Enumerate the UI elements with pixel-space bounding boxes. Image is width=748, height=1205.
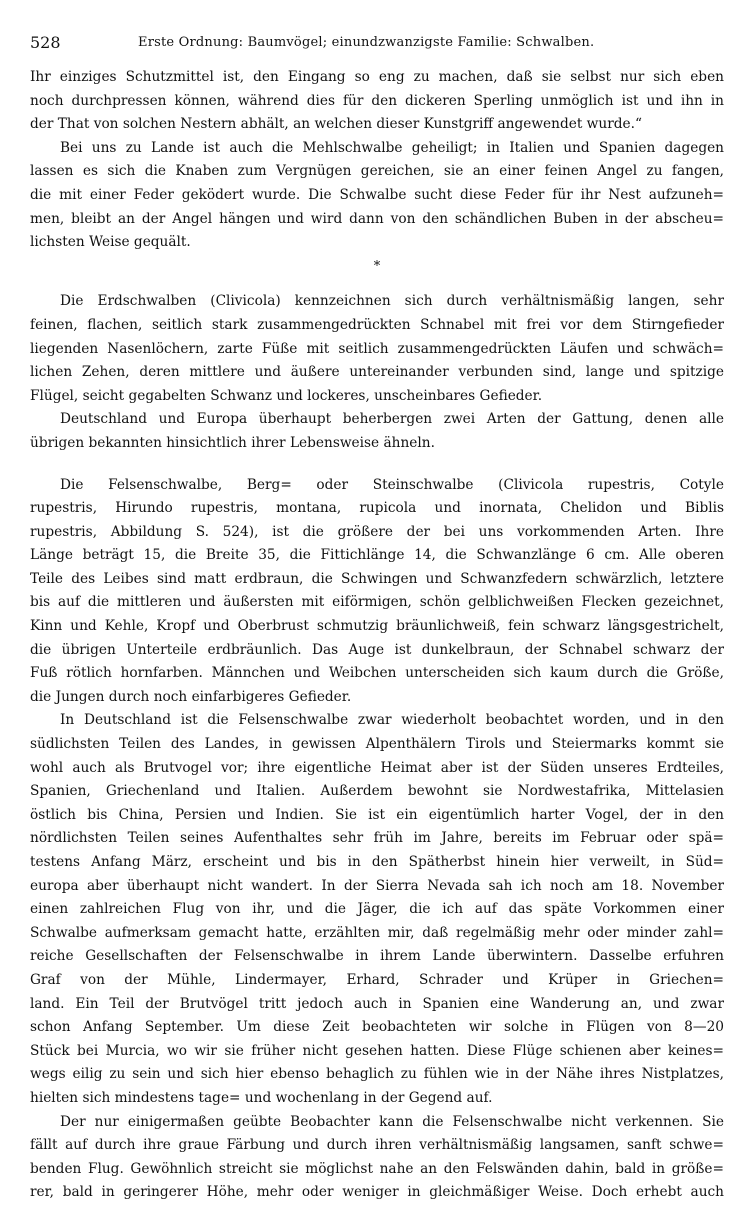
text-line: nördlichsten Teilen seines Aufenthaltes sehr früh im Jahre, bereits im Februar oder spä=: [30, 830, 724, 847]
text-line: Fuß rötlich hornfarben. Männchen und Weibchen unterscheiden sich kaum durch die Größe,: [30, 665, 724, 682]
text-line: Die Felsenschwalbe, Berg= oder Steinschwalbe (Clivicola rupestris, Cotyle: [60, 476, 724, 493]
paragraph-p3: [30, 290, 724, 408]
text-line: wegs eilig zu sein und sich hier ebenso behaglich zu fühlen wie in der Nähe ihres Nistplatzes,: [30, 1066, 724, 1083]
paragraph-p5: [30, 474, 724, 710]
text-line: men, bleibt an der Angel hängen und wird dann von den schändlichen Buben in der abscheu=: [30, 210, 724, 227]
text-line: Teile des Leibes sind matt erdbraun, die Schwingen und Schwanzfedern schwärzlich, letztere: [30, 570, 724, 587]
page-header: [30, 32, 724, 54]
page-number: 528: [30, 33, 61, 52]
text-line: Ihr einziges Schutzmittel ist, den Eingang so eng zu machen, daß sie selbst nur sich eben: [30, 69, 724, 85]
text-line: rupestris, Abbildung S. 524), ist die größere der bei uns vorkommenden Arten. Ihre: [30, 523, 724, 540]
text-line: der That von solchen Nestern abhält, an welchen dieser Kunstgriff angewendet wurde.“: [30, 116, 642, 133]
body-text: [30, 66, 724, 1205]
text-line: land. Ein Teil der Brutvögel tritt jedoch auch in Spanien eine Wanderung an, und zwar: [30, 995, 724, 1012]
text-line: Die Erdschwalben (Clivicola) kennzeichnen sich durch verhältnismäßig langen, sehr: [60, 293, 724, 310]
text-line: rer, bald in geringerer Höhe, mehr oder weniger in gleichmäßiger Weise. Doch erhebt auch: [30, 1184, 724, 1201]
running-title: Erste Ordnung: Baumvögel; einundzwanzigste Familie: Schwalben.: [138, 35, 595, 50]
text-line: hielten sich mindestens tage= und wochenlang in der Gegend auf.: [30, 1089, 493, 1106]
text-line: Stück bei Murcia, wo wir sie früher nicht gesehen hatten. Diese Flüge schienen aber keines=: [30, 1042, 724, 1059]
paragraph-p7: [30, 1111, 724, 1205]
text-line: die Jungen durch noch einfarbigeres Gefieder.: [30, 688, 352, 705]
text-line: europa aber überhaupt nicht wandert. In der Sierra Nevada sah ich noch am 18. November: [30, 877, 724, 894]
paragraph-p1: [30, 66, 724, 137]
text-line: rupestris, Hirundo rupestris, montana, rupicola und inornata, Chelidon und Biblis: [30, 500, 724, 517]
text-line: die mit einer Feder geködert wurde. Die Schwalbe sucht diese Feder für ihr Nest aufzuneh=: [30, 186, 724, 203]
text-line: Flügel, seicht gegabelten Schwanz und lockeres, unscheinbares Gefieder.: [30, 387, 543, 404]
text-line: fällt auf durch ihre graue Färbung und durch ihren verhältnismäßig langsamen, sanft schwe=: [30, 1137, 724, 1154]
text-line: lichsten Weise gequält.: [30, 234, 191, 251]
text-line: Spanien, Griechenland und Italien. Außerdem bewohnt sie Nordwestafrika, Mittelasien: [30, 783, 724, 800]
text-line: noch durchpressen können, während dies für den dickeren Sperling unmöglich ist und ihn in: [30, 92, 724, 109]
text-line: schon Anfang September. Um diese Zeit beobachteten wir solche in Flügen von 8—20: [30, 1019, 724, 1036]
text-line: bis auf die mittleren und äußersten mit eiförmigen, schön gelblichweißen Flecken gezeichnet,: [30, 594, 724, 611]
text-line: Bei uns zu Lande ist auch die Mehlschwalbe geheiligt; in Italien und Spanien dagegen: [60, 139, 724, 156]
text-line: lichen Zehen, deren mittlere und äußere untereinander verbunden sind, lange und spitzige: [30, 364, 724, 381]
text-line: Kinn und Kehle, Kropf und Oberbrust schmutzig bräunlichweiß, fein schwarz längsgestrichelt,: [30, 618, 724, 635]
text-line: Länge beträgt 15, die Breite 35, die Fittichlänge 14, die Schwanzlänge 6 cm. Alle oberen: [30, 547, 724, 564]
text-line: lassen es sich die Knaben zum Vergnügen gereichen, sie an einer feinen Angel zu fangen,: [30, 163, 724, 180]
text-line: östlich bis China, Persien und Indien. Sie ist ein eigentümlich harter Vogel, der in den: [30, 806, 724, 823]
section-separator: *: [373, 258, 381, 274]
text-line: einen zahlreichen Flug von ihr, und die Jäger, die ich auf das späte Vorkommen einer: [30, 901, 724, 918]
text-line: die übrigen Unterteile erdbräunlich. Das Auge ist dunkelbraun, der Schnabel schwarz der: [30, 641, 724, 658]
text-line: Schwalbe aufmerksam gemacht hatte, erzählten mir, daß regelmäßig mehr oder minder zahl=: [30, 924, 724, 941]
text-line: Graf von der Mühle, Lindermayer, Erhard, Schrader und Krüper in Griechen=: [30, 971, 724, 988]
text-line: reiche Gesellschaften der Felsenschwalbe in ihrem Lande überwintern. Dasselbe erfuhren: [30, 948, 724, 965]
text-line: südlichsten Teilen des Landes, in gewissen Alpenthälern Tirols und Steiermarks kommt sie: [30, 736, 724, 753]
text-line: In Deutschland ist die Felsenschwalbe zwar wiederholt beobachtet worden, und in den: [60, 712, 724, 729]
text-line: liegenden Nasenlöchern, zarte Füße mit seitlich zusammengedrückten Läufen und schwäch=: [30, 340, 724, 357]
paragraph-p4: [30, 408, 724, 455]
paragraph-p6: [30, 709, 724, 1110]
text-line: übrigen bekannten hinsichtlich ihrer Lebensweise ähneln.: [30, 434, 435, 451]
text-line: feinen, flachen, seitlich stark zusammengedrückten Schnabel mit frei vor dem Stirngefieder: [30, 316, 724, 333]
text-line: Der nur einigermaßen geübte Beobachter kann die Felsenschwalbe nicht verkennen. Sie: [60, 1113, 724, 1130]
paragraph-p2: [30, 137, 724, 255]
text-line: benden Flug. Gewöhnlich streicht sie möglichst nahe an den Felswänden dahin, bald in größe=: [30, 1160, 724, 1177]
text-line: testens Anfang März, erscheint und bis in den Spätherbst hinein hier verweilt, in Süd=: [30, 854, 724, 870]
text-line: wohl auch als Brutvogel vor; ihre eigentliche Heimat aber ist der Süden unseres Erdteiles,: [30, 759, 724, 776]
text-line: Deutschland und Europa überhaupt beherbergen zwei Arten der Gattung, denen alle: [60, 411, 724, 428]
